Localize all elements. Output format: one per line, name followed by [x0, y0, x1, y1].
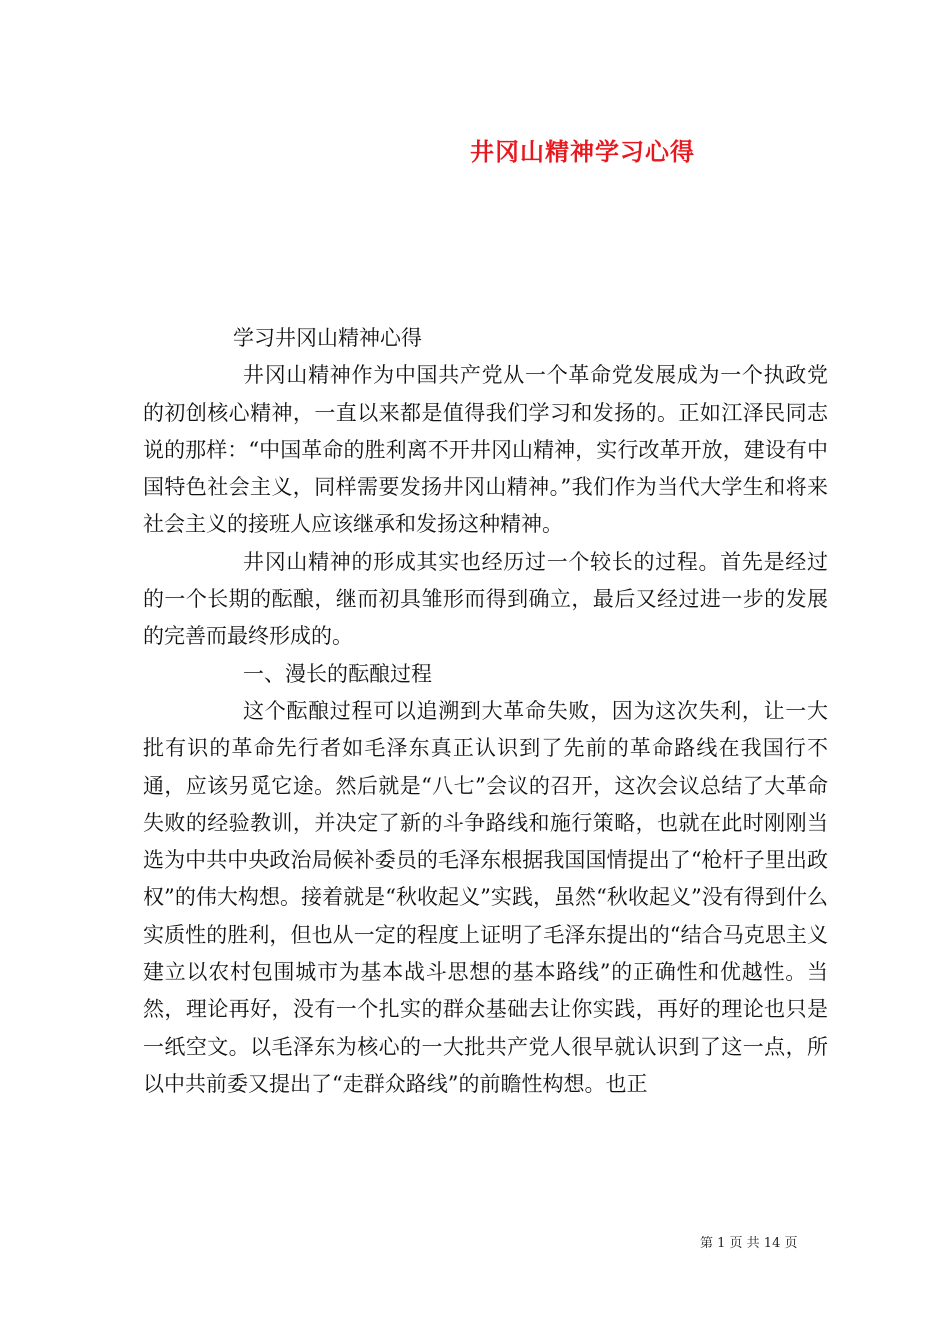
paragraph-1: 井冈山精神作为中国共产党从一个革命党发展成为一个执政党的初创核心精神，一直以来都是值得我们学习和发扬的。正如江泽民同志说的那样：“中国革命的胜利离不开井冈山精神，实行改革开放，建设有中国特色社会主义，同样需要发扬井冈山精神。”我们作为当代大学生和将来社会主义的接班人应该继承和发扬这种精神。 — [143, 363, 828, 537]
section-heading: 一、漫长的酝酿过程 — [243, 661, 432, 686]
paragraph-2: 井冈山精神的形成其实也经历过一个较长的过程。首先是经过的一个长期的酝酿，继而初具雏形而得到确立，最后又经过进一步的发展的完善而最终形成的。 — [143, 549, 828, 649]
document-body — [143, 320, 828, 1103]
section-paragraph: 这个酝酿过程可以追溯到大革命失败，因为这次失利，让一大批有识的革命先行者如毛泽东真正认识到了先前的革命路线在我国行不通，应该另觅它途。然后就是“八七”会议的召开，这次会议总结了大革命失败的经验教训，并决定了新的斗争路线和施行策略，也就在此时刚刚当选为中共中央政治局候补委员的毛泽东根据我国国情提出了“枪杆子里出政权”的伟大构想。接着就是“秋收起义”实践，虽然“秋收起义”没有得到什么实质性的胜利，但也从一定的程度上证明了毛泽东提出的“结合马克思主义建立以农村包围城市为基本战斗思想的基本路线”的正确性和优越性。当然，理论再好，没有一个扎实的群众基础去让你实践，再好的理论也只是一纸空文。以毛泽东为核心的一大批共产党人很早就认识到了这一点，所以中共前委又提出了“走群众路线”的前瞻性构想。也正 — [143, 698, 828, 1096]
document-title: 井冈山精神学习心得 — [470, 138, 695, 166]
page-number: 第 1 页 共 14 页 — [700, 1236, 798, 1251]
document-subtitle: 学习井冈山精神心得 — [233, 326, 422, 350]
